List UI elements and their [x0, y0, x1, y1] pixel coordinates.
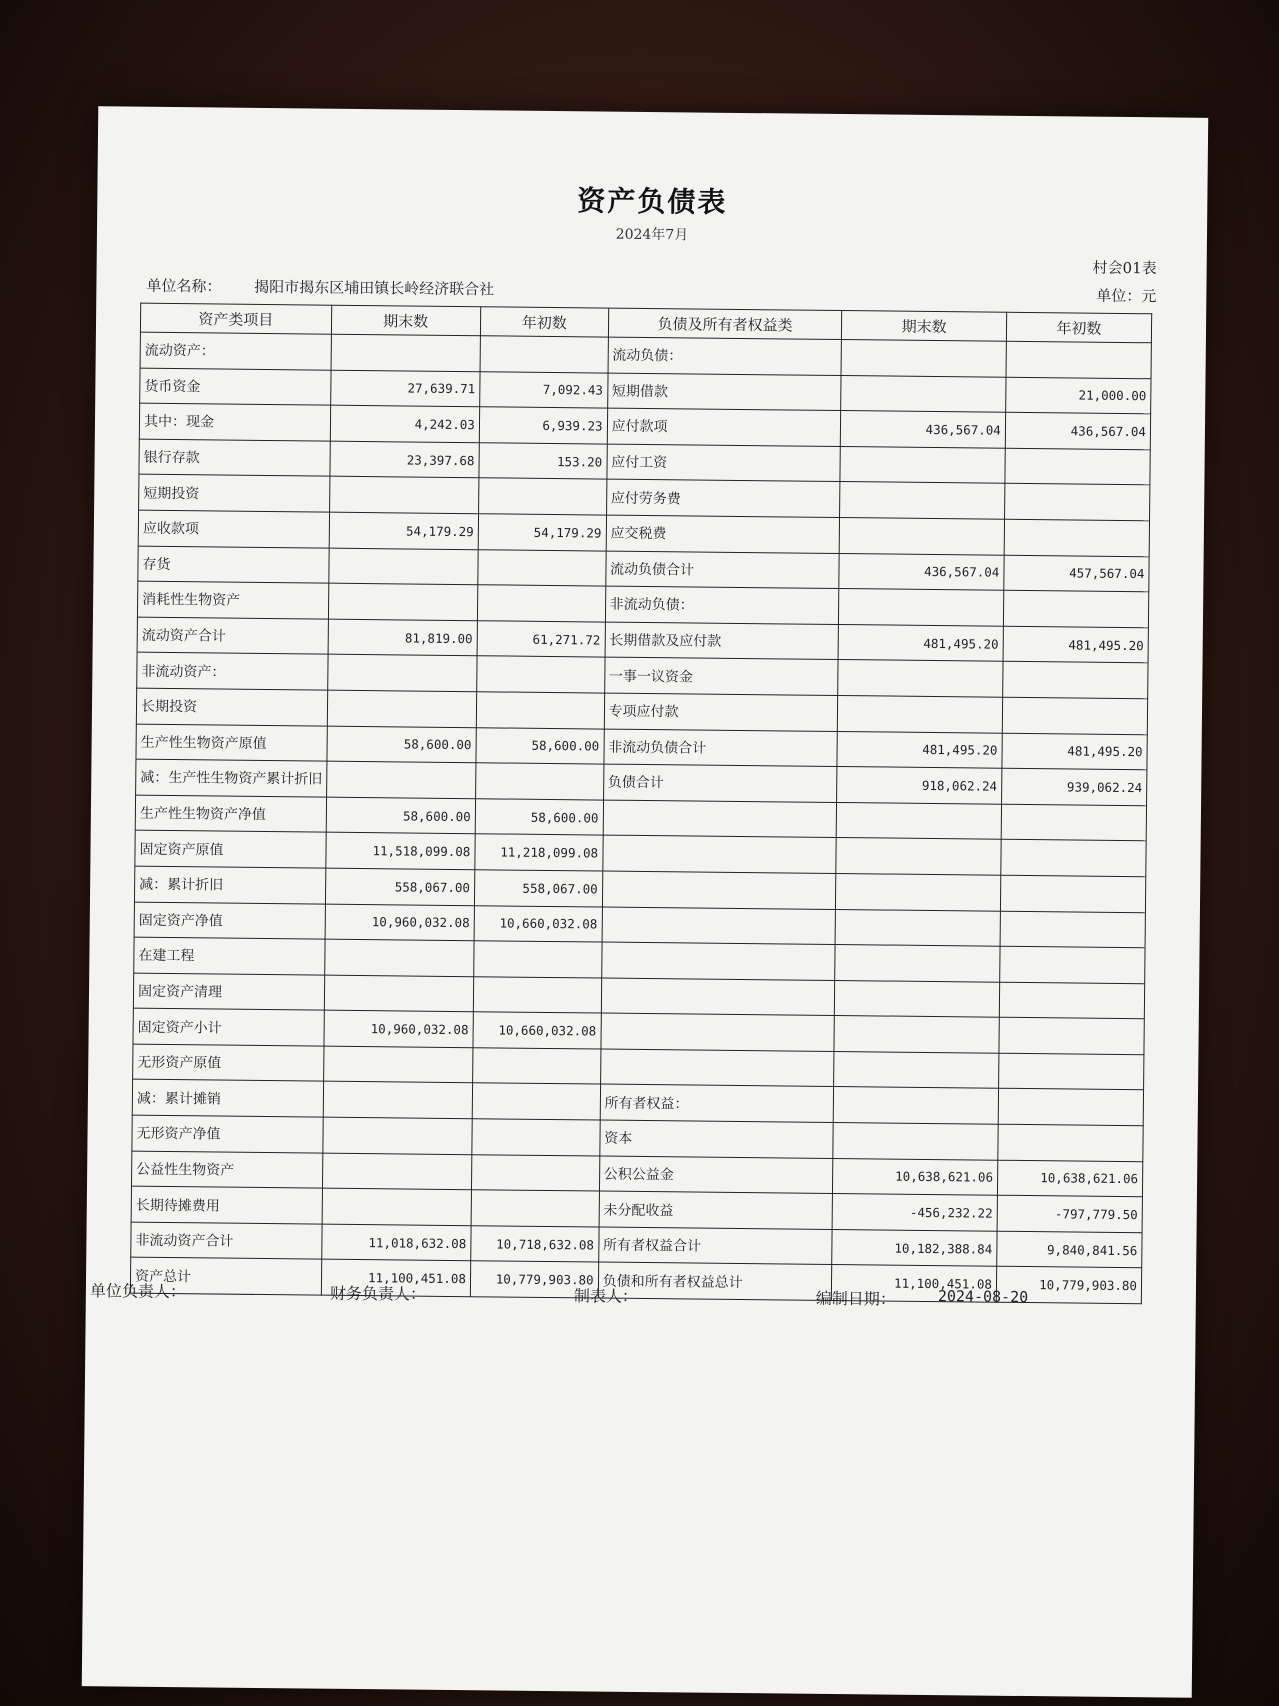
- header-asset-begin: 年初数: [480, 307, 608, 337]
- liability-item-cell: 长期借款及应付款: [605, 622, 839, 660]
- liability-begin-value: [998, 1053, 1143, 1090]
- liability-end-value: 436,567.04: [841, 411, 1006, 448]
- liability-item-cell: 流动负债合计: [605, 551, 839, 589]
- asset-begin-value: [475, 763, 603, 800]
- currency-unit: 单位：元: [1096, 286, 1157, 306]
- asset-end-value: 58,600.00: [326, 726, 476, 763]
- liability-begin-value: [1000, 911, 1145, 948]
- asset-item-cell: 在建工程: [134, 937, 325, 975]
- asset-begin-value: [472, 1119, 600, 1156]
- liability-begin-value: [1006, 341, 1151, 378]
- asset-begin-value: 11,218,099.08: [475, 834, 603, 871]
- asset-item-cell: 固定资产净值: [134, 902, 325, 940]
- liability-begin-value: [998, 1124, 1143, 1161]
- asset-end-value: 58,600.00: [326, 797, 476, 834]
- liability-begin-value: [1004, 484, 1149, 521]
- liability-item-cell: [601, 1013, 835, 1051]
- liability-begin-value: [1005, 448, 1150, 485]
- liability-begin-value: -797,779.50: [997, 1195, 1142, 1232]
- liability-item-cell: [600, 1049, 834, 1087]
- asset-item-cell: 公益性生物资产: [131, 1151, 322, 1189]
- liability-end-value: [837, 802, 1002, 839]
- liability-end-value: [841, 340, 1006, 377]
- liability-end-value: 481,495.20: [837, 731, 1002, 768]
- asset-begin-value: [476, 692, 604, 729]
- liability-end-value: [836, 838, 1001, 875]
- header-liability-end: 期末数: [842, 311, 1007, 342]
- liability-end-value: 10,182,388.84: [832, 1229, 997, 1266]
- asset-item-cell: 流动资产合计: [137, 617, 328, 655]
- liability-end-value: [838, 695, 1003, 732]
- liability-item-cell: 应付工资: [607, 444, 841, 482]
- header-liability-item: 负债及所有者权益类: [608, 308, 842, 339]
- asset-begin-value: [478, 478, 606, 515]
- asset-begin-value: [473, 976, 601, 1013]
- liability-end-value: [833, 1123, 998, 1160]
- liability-end-value: [834, 1087, 999, 1124]
- asset-item-cell: 流动资产：: [140, 332, 331, 370]
- unit-name-label: 单位名称：: [146, 276, 222, 296]
- asset-begin-value: 7,092.43: [480, 371, 608, 408]
- liability-begin-value: [999, 982, 1144, 1019]
- balance-sheet-table: [130, 303, 1152, 1305]
- asset-item-cell: 减：累计摊销: [132, 1080, 323, 1118]
- liability-begin-value: [999, 1017, 1144, 1054]
- liability-begin-value: [998, 1089, 1143, 1126]
- liability-end-value: 436,567.04: [839, 553, 1004, 590]
- asset-item-cell: 消耗性生物资产: [137, 581, 328, 619]
- asset-begin-value: 6,939.23: [479, 407, 607, 444]
- asset-end-value: [328, 548, 478, 585]
- liability-item-cell: [602, 835, 836, 873]
- liability-begin-value: [1000, 875, 1145, 912]
- liability-item-cell: 应付款项: [607, 408, 841, 446]
- liability-begin-value: [1003, 662, 1148, 699]
- asset-begin-value: 10,660,032.08: [473, 1012, 601, 1049]
- liability-end-value: [840, 517, 1005, 554]
- liability-item-cell: [602, 871, 836, 909]
- header-asset-end: 期末数: [331, 305, 481, 336]
- asset-end-value: 10,960,032.08: [323, 1010, 473, 1047]
- form-code: 村会01表: [1092, 258, 1157, 278]
- asset-end-value: [324, 975, 474, 1012]
- asset-end-value: 54,179.29: [329, 512, 479, 549]
- liability-item-cell: [603, 800, 837, 838]
- asset-item-cell: 短期投资: [139, 475, 330, 513]
- asset-item-cell: 减：累计折旧: [134, 866, 325, 904]
- asset-item-cell: 生产性生物资产净值: [135, 795, 326, 833]
- liability-begin-value: 10,779,903.80: [996, 1267, 1141, 1304]
- asset-item-cell: 资产总计: [130, 1258, 321, 1296]
- asset-item-cell: 减：生产性生物资产累计折旧: [136, 759, 327, 797]
- asset-end-value: 11,018,632.08: [321, 1224, 471, 1261]
- asset-end-value: [322, 1117, 472, 1154]
- asset-item-cell: 银行存款: [139, 439, 330, 477]
- liability-begin-value: [1003, 590, 1148, 627]
- asset-end-value: [323, 1046, 473, 1083]
- asset-end-value: [327, 690, 477, 727]
- liability-item-cell: 非流动负债合计: [604, 729, 838, 767]
- asset-item-cell: 生产性生物资产原值: [136, 724, 327, 762]
- liability-end-value: [838, 660, 1003, 697]
- asset-begin-value: [471, 1190, 599, 1227]
- asset-end-value: 11,100,451.08: [321, 1260, 471, 1297]
- liability-item-cell: [601, 942, 835, 980]
- asset-end-value: [322, 1153, 472, 1190]
- liability-item-cell: [601, 978, 835, 1016]
- asset-begin-value: [480, 336, 608, 373]
- asset-item-cell: 固定资产清理: [133, 973, 324, 1011]
- paper-sheet: [82, 106, 1208, 1698]
- date-value: 2024-08-20: [937, 1287, 1029, 1307]
- liability-item-cell: 应付劳务费: [606, 479, 840, 517]
- asset-end-value: 27,639.71: [330, 370, 480, 407]
- asset-item-cell: 应收款项: [138, 510, 329, 548]
- liability-end-value: [835, 980, 1000, 1017]
- asset-begin-value: 10,660,032.08: [474, 905, 602, 942]
- asset-end-value: 558,067.00: [325, 868, 475, 905]
- liability-begin-value: [1002, 697, 1147, 734]
- liability-end-value: [840, 482, 1005, 519]
- liability-item-cell: 负债合计: [603, 764, 837, 802]
- asset-begin-value: 10,718,632.08: [471, 1226, 599, 1263]
- asset-item-cell: 非流动资产合计: [131, 1222, 322, 1260]
- unit-name-value: 揭阳市揭东区埔田镇长岭经济联合社: [254, 277, 495, 299]
- header-liability-begin: 年初数: [1006, 312, 1151, 343]
- asset-item-cell: 货币资金: [140, 368, 331, 406]
- liability-end-value: [839, 589, 1004, 626]
- liability-item-cell: 资本: [599, 1120, 833, 1158]
- liability-begin-value: 481,495.20: [1003, 626, 1148, 663]
- liability-begin-value: [1004, 519, 1149, 556]
- asset-item-cell: 存货: [138, 546, 329, 584]
- liability-end-value: [841, 375, 1006, 412]
- liability-end-value: [836, 873, 1001, 910]
- asset-item-cell: 其中：现金: [139, 403, 330, 441]
- asset-item-cell: 长期投资: [136, 688, 327, 726]
- asset-end-value: [326, 761, 476, 798]
- asset-begin-value: 58,600.00: [476, 727, 604, 764]
- liability-end-value: [835, 909, 1000, 946]
- liability-begin-value: [1001, 840, 1146, 877]
- liability-end-value: 481,495.20: [838, 624, 1003, 661]
- asset-begin-value: [474, 941, 602, 978]
- asset-begin-value: [471, 1154, 599, 1191]
- unit-name-line: [146, 275, 494, 300]
- asset-end-value: 10,960,032.08: [325, 904, 475, 941]
- liability-end-value: 11,100,451.08: [832, 1265, 997, 1302]
- asset-end-value: 81,819.00: [328, 619, 478, 656]
- asset-end-value: [329, 477, 479, 514]
- liability-begin-value: [1000, 946, 1145, 983]
- asset-begin-value: [477, 585, 605, 622]
- liability-end-value: [835, 945, 1000, 982]
- liability-end-value: 10,638,621.06: [833, 1158, 998, 1195]
- asset-begin-value: 153.20: [479, 443, 607, 480]
- asset-end-value: [327, 655, 477, 692]
- header-asset-item: 资产类项目: [140, 303, 331, 334]
- liability-item-cell: 流动负债：: [608, 337, 842, 375]
- liability-item-cell: 所有者权益：: [600, 1085, 834, 1123]
- asset-end-value: [322, 1188, 472, 1225]
- asset-end-value: 4,242.03: [330, 405, 480, 442]
- liability-item-cell: 非流动负债：: [605, 586, 839, 624]
- liability-end-value: [834, 1016, 999, 1053]
- liability-item-cell: 所有者权益合计: [598, 1227, 832, 1265]
- report-period: 2024年7月: [615, 226, 689, 244]
- asset-item-cell: 固定资产原值: [135, 830, 326, 868]
- asset-begin-value: [478, 549, 606, 586]
- liability-item-cell: 短期借款: [607, 373, 841, 411]
- liability-begin-value: 436,567.04: [1005, 412, 1150, 449]
- asset-end-value: [324, 939, 474, 976]
- liability-end-value: [840, 446, 1005, 483]
- asset-item-cell: 非流动资产：: [137, 653, 328, 691]
- liability-item-cell: 一事一议资金: [604, 657, 838, 695]
- liability-item-cell: [602, 907, 836, 945]
- liability-begin-value: 457,567.04: [1004, 555, 1149, 592]
- liability-item-cell: 负债和所有者权益总计: [598, 1262, 832, 1300]
- liability-begin-value: 10,638,621.06: [997, 1160, 1142, 1197]
- liability-begin-value: 9,840,841.56: [997, 1231, 1142, 1268]
- asset-end-value: 23,397.68: [329, 441, 479, 478]
- asset-begin-value: [472, 1048, 600, 1085]
- liability-begin-value: 21,000.00: [1006, 377, 1151, 414]
- preparer-label: 制表人：: [573, 1286, 638, 1306]
- asset-end-value: [331, 334, 481, 371]
- asset-begin-value: 61,271.72: [477, 620, 605, 657]
- liability-item-cell: 公积公益金: [599, 1156, 833, 1194]
- asset-end-value: 11,518,099.08: [325, 832, 475, 869]
- liability-item-cell: 专项应付款: [604, 693, 838, 731]
- page-title: 资产负债表: [577, 184, 728, 219]
- asset-end-value: [328, 583, 478, 620]
- liability-end-value: -456,232.22: [832, 1194, 997, 1231]
- liability-item-cell: 未分配收益: [599, 1191, 833, 1229]
- liability-end-value: [834, 1051, 999, 1088]
- asset-begin-value: 58,600.00: [475, 798, 603, 835]
- liability-begin-value: 481,495.20: [1002, 733, 1147, 770]
- asset-begin-value: 558,067.00: [474, 870, 602, 907]
- asset-begin-value: 10,779,903.80: [470, 1261, 598, 1298]
- asset-begin-value: 54,179.29: [478, 514, 606, 551]
- asset-begin-value: [472, 1083, 600, 1120]
- asset-item-cell: 无形资产原值: [133, 1044, 324, 1082]
- asset-end-value: [323, 1082, 473, 1119]
- liability-item-cell: 应交税费: [606, 515, 840, 553]
- liability-end-value: 918,062.24: [837, 767, 1002, 804]
- date-label: 编制日期：: [815, 1288, 896, 1309]
- unit-head-label: 单位负责人：: [89, 1281, 187, 1302]
- asset-item-cell: 固定资产小计: [133, 1008, 324, 1046]
- asset-item-cell: 长期待摊费用: [131, 1186, 322, 1224]
- finance-head-label: 财务负责人：: [329, 1283, 426, 1304]
- liability-begin-value: 939,062.24: [1001, 768, 1146, 805]
- asset-begin-value: [477, 656, 605, 693]
- liability-begin-value: [1001, 804, 1146, 841]
- asset-item-cell: 无形资产净值: [132, 1115, 323, 1153]
